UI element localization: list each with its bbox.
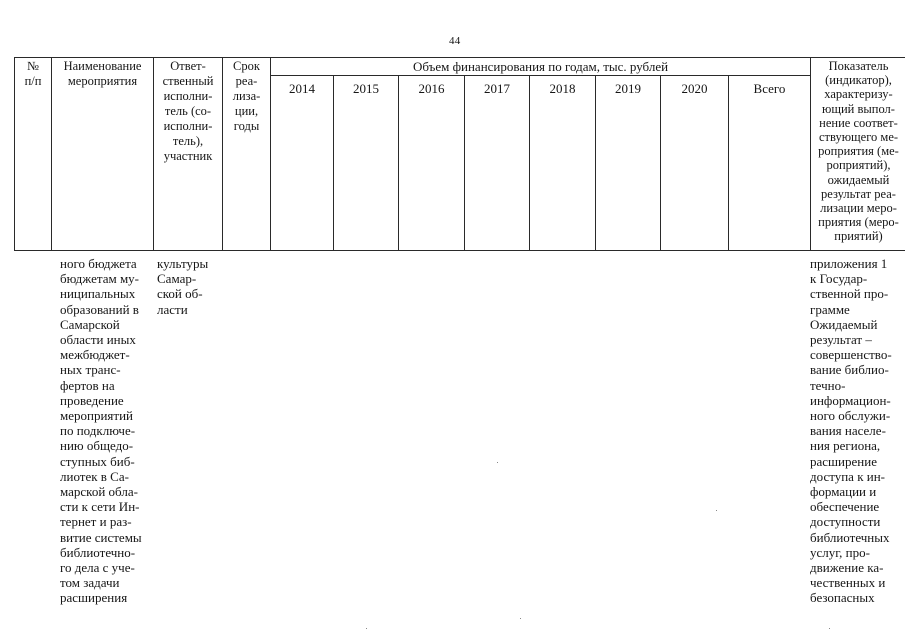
responsible-line: культуры [157, 256, 209, 271]
scan-speck [497, 462, 498, 463]
indicator-text [810, 256, 892, 606]
indicator-line: движение ка- [810, 560, 884, 576]
header-activity-line: мероприятия [67, 74, 138, 88]
indicator-line: Ожидаемый [810, 316, 878, 332]
year-header-2014: 2014 [289, 81, 315, 96]
activity-name-line: го дела с уче- [60, 560, 135, 576]
header-term-line: Срок [233, 59, 260, 73]
responsible-line: ласти [157, 301, 188, 317]
activity-name-line: нию общедо- [60, 438, 134, 454]
year-header-2018: 2018 [549, 81, 576, 96]
year-header-2019: 2019 [615, 81, 641, 96]
indicator-line: грамме [810, 301, 850, 317]
indicator-line: вания населе- [810, 423, 886, 439]
header-indicator-line: роприятия (ме- [818, 144, 899, 159]
activity-name-line: сти к сети Ин- [60, 499, 140, 515]
year-header-2016: 2016 [418, 81, 445, 96]
activity-name-line: ниципальных [60, 286, 136, 302]
year-divider-1 [333, 75, 334, 251]
header-indicator-line: приятий) [834, 229, 883, 244]
header-responsible-line: участник [163, 149, 213, 163]
activity-name-text [60, 256, 142, 606]
year-divider-6 [660, 75, 661, 251]
header-term-line: ции, [234, 104, 259, 118]
activity-name-line: образований в [60, 301, 139, 317]
header-responsible-line: исполни- [163, 119, 213, 133]
indicator-line: формации и [810, 484, 877, 500]
year-divider-4 [529, 75, 530, 251]
activity-name-line: области иных [60, 332, 136, 348]
indicator-line: обеспечение [810, 499, 880, 515]
program-table-header [14, 57, 905, 251]
activity-name-line: марской обла- [60, 484, 138, 500]
header-responsible-line: Ответ- [170, 59, 206, 73]
indicator-line: информацион- [810, 392, 891, 408]
header-indicator-line: лизации меро- [820, 201, 897, 216]
indicator-line: результат – [810, 332, 872, 348]
responsible-line: ской об- [157, 286, 203, 302]
indicator-line: течно- [810, 377, 846, 393]
header-indicator-line: результат реа- [821, 186, 896, 201]
header-responsible-line: тель), [172, 134, 204, 148]
header-funding-title: Объем финансирования по годам, тыс. рублей [412, 59, 669, 74]
indicator-line: ственной про- [810, 286, 889, 302]
page-number: 44 [449, 35, 461, 47]
header-responsible-line: исполни- [163, 89, 213, 103]
activity-name-line: фертов на [60, 377, 115, 393]
indicator-line: безопасных [810, 590, 875, 606]
activity-name-line: лиотек в Са- [60, 468, 129, 484]
header-term-line: реа- [235, 74, 258, 88]
header-activity-line: Наименование [63, 59, 142, 73]
indicator-line: ного обслужи- [810, 408, 891, 424]
header-term-line: годы [233, 119, 260, 133]
header-num [15, 59, 51, 89]
year-header-2015: 2015 [353, 81, 379, 96]
header-term [223, 59, 270, 134]
scan-speck [520, 618, 521, 619]
header-indicator-line: ожидаемый [827, 172, 890, 187]
activity-name-line: проведение [60, 392, 124, 408]
year-divider-5 [595, 75, 596, 251]
indicator-line: чественных и [810, 575, 886, 591]
funding-title-divider [270, 75, 810, 76]
activity-name-line: ступных биб- [60, 453, 135, 469]
year-header-2017: 2017 [484, 81, 510, 96]
table-top-border [14, 57, 905, 58]
header-responsible-line: тель (со- [164, 104, 212, 118]
indicator-line: услуг, про- [810, 544, 870, 560]
header-indicator-line: нение соответ- [819, 115, 898, 130]
header-num-line: № [27, 59, 39, 73]
activity-name-line: ных транс- [60, 362, 121, 378]
header-indicator-line: приятия (меро- [818, 215, 899, 230]
scan-speck [716, 510, 717, 511]
activity-name-line: том задачи [60, 575, 120, 591]
indicator-line: расширение [810, 453, 877, 469]
activity-name-line: по подключе- [60, 423, 136, 439]
header-indicator-line: ствующего ме- [818, 130, 899, 145]
indicator-line: доступности [810, 514, 881, 530]
activity-name-line: расширения [60, 590, 128, 606]
year-divider-2 [398, 75, 399, 251]
indicator-line: приложения 1 [810, 256, 888, 271]
header-responsible [154, 59, 222, 164]
year-divider-7 [728, 75, 729, 251]
header-indicator-line: (индикатор), [825, 73, 892, 88]
header-indicator-line: роприятий), [826, 158, 891, 173]
header-activity-name [52, 59, 153, 89]
header-indicator-line: характеризу- [824, 87, 893, 102]
header-num-line: п/п [24, 74, 42, 88]
table-bottom-border [14, 250, 905, 251]
header-indicator-line: Показатель [828, 59, 889, 73]
activity-name-line: библиотечно- [60, 544, 136, 560]
responsible-line: Самар- [157, 271, 197, 287]
indicator-line: вание библио- [810, 362, 889, 378]
activity-name-line: мероприятий [60, 408, 133, 424]
indicator-line: ния региона, [810, 438, 881, 454]
year-divider-3 [464, 75, 465, 251]
year-header-total: Всего [753, 81, 786, 96]
header-indicator [811, 59, 905, 244]
scan-speck [829, 628, 830, 629]
activity-name-line: ного бюджета [60, 256, 137, 271]
header-term-line: лиза- [232, 89, 261, 103]
header-indicator-line: ющий выпол- [822, 101, 895, 116]
activity-name-line: витие системы [60, 529, 142, 545]
year-header-2020: 2020 [681, 81, 708, 96]
indicator-line: совершенство- [810, 347, 892, 363]
activity-name-line: тернет и раз- [60, 514, 132, 530]
indicator-line: доступа к ин- [810, 468, 886, 484]
activity-name-line: бюджетам му- [60, 271, 140, 287]
responsible-text [157, 256, 208, 317]
indicator-line: к Государ- [810, 271, 868, 287]
header-responsible-line: ственный [162, 74, 214, 88]
scan-speck [366, 628, 367, 629]
activity-name-line: Самарской [60, 316, 120, 332]
activity-name-line: межбюджет- [60, 347, 130, 363]
indicator-line: библиотечных [810, 529, 890, 545]
